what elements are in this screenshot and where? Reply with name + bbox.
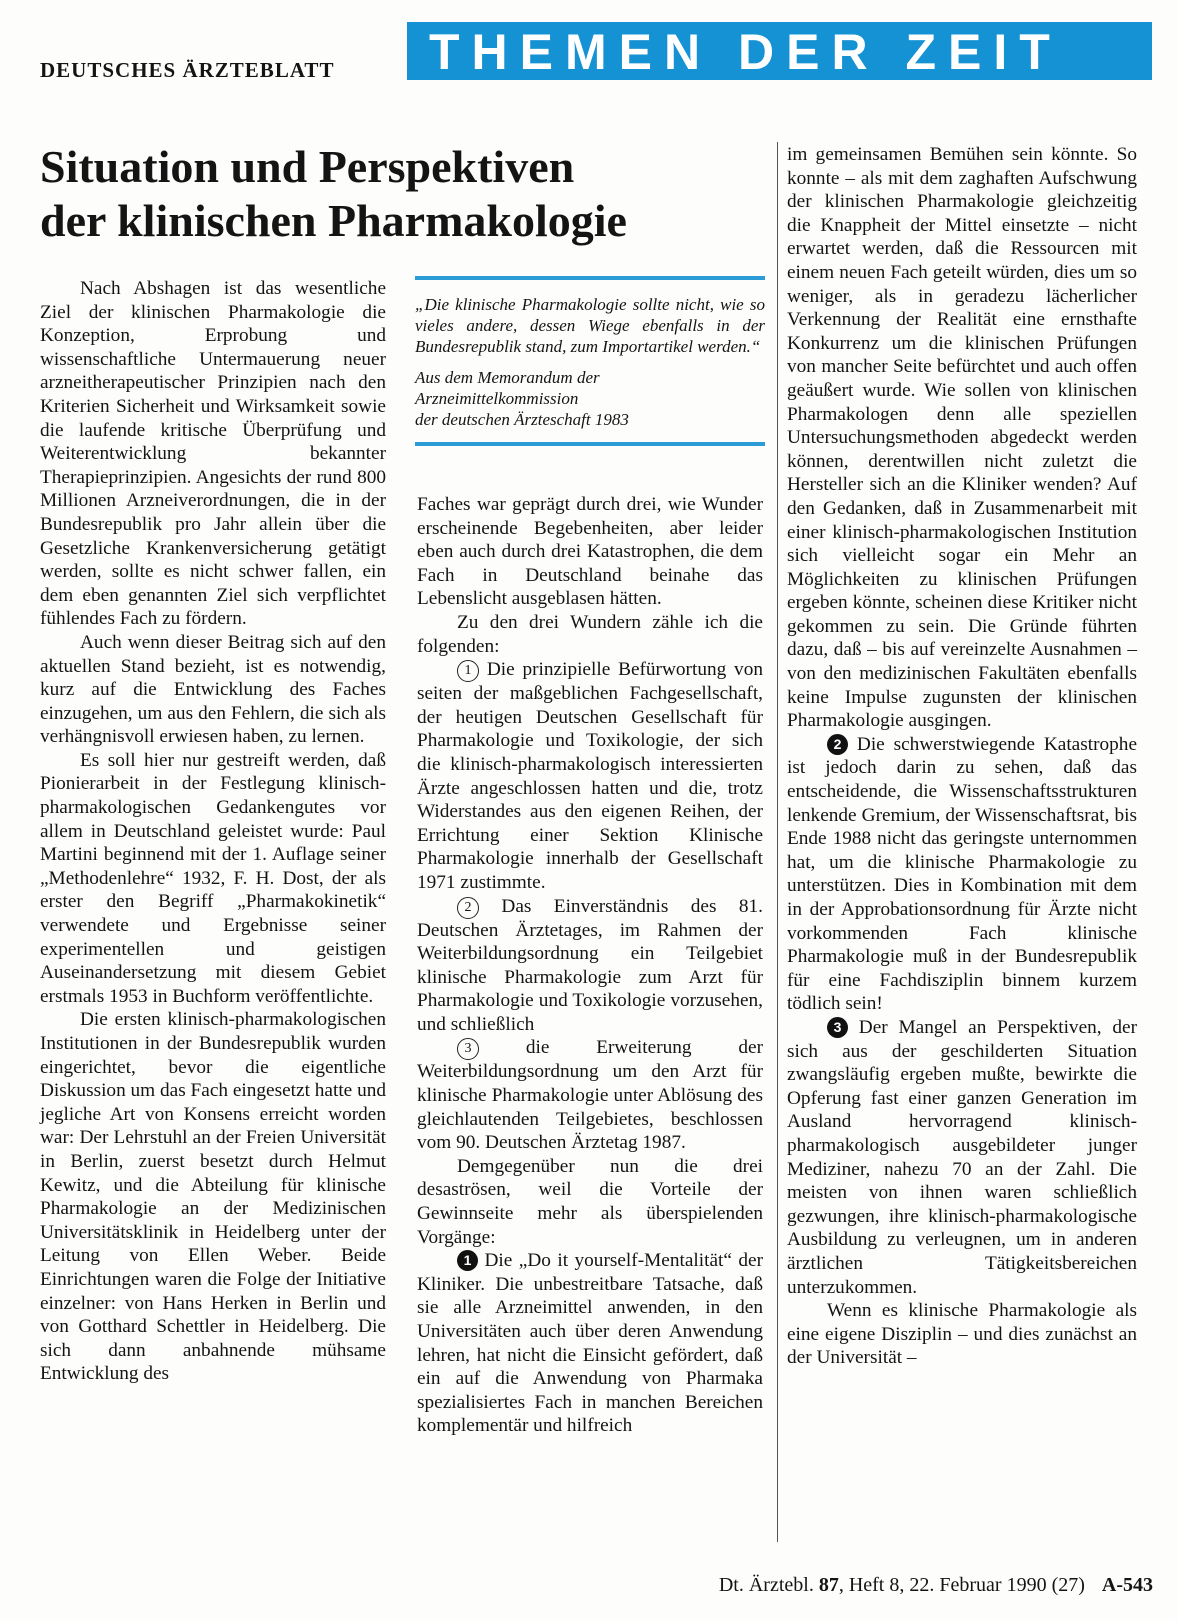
circled-number-icon: 2 [457,897,479,919]
list-item [417,1036,763,1154]
page-number: A-543 [1101,1574,1153,1596]
paragraph: Demgegenüber nun die drei desaströsen, weil die Vorteile der Gewinnseite mehr als überspielenden Vorgänge: [417,1155,763,1248]
paragraph: Zu den drei Wundern zähle ich die folgenden: [417,611,763,657]
circled-number-icon: 1 [457,660,479,682]
list-item [417,1249,763,1438]
journal-name: DEUTSCHES ÄRZTEBLATT [40,58,335,82]
source-line: Arzneimittelkommission [415,389,579,408]
list-item [417,895,763,1037]
article-title [40,140,765,248]
title-line-1: Situation und Perspektiven [40,141,575,192]
pull-quote [415,276,765,446]
list-item-text: Die „Do it yourself-Mentalität“ der Kliniker. Die unbestreitbare Tatsache, daß sie alle Arzneimittel anwenden, in den Universitäten auch über deren Anwendung lehren, hat nicht die Einsicht gefördert, daß ein auf die Anwendung von Pharmaka spezialisiertes Fach in manchen Bereichen komplementär und hilfreich [417,1250,763,1437]
footer-journal: Dt. Ärztebl. [718,1574,814,1596]
filled-number-icon: 2 [827,734,848,755]
paragraph: im gemeinsamen Bemühen sein könnte. So konnte – als mit dem zaghaften Aufschwung der klinischen Pharmakologie gleichzeitig die Knappheit der Mittel einsetzte – nicht erwartet werden, daß die Ressourcen mit einem neuen Fach geteilt würden, dies um so weniger, als in geradezu lächerlicher Verkennung der Realität eine ernsthafte Konkurrenz um die klinischen Prüfungen von mancher Seite befürchtet und auch offen geäußert wurde. Wie sollen von klinischen Pharmakologen denn alle speziellen Untersuchungsmethoden abgedeckt werden können, derentwillen nicht zuletzt die Hersteller sich an die Kliniker wenden? Auf den Gedanken, daß in Zusammenarbeit mit einer klinisch-pharmakologischen Institution sich vielleicht sogar ein Mehr an Möglichkeiten zu klinischen Prüfungen ergeben könnte, scheinen diese Kritiker nicht gekommen zu sein. Die Gründe führten dazu, daß – bis auf vereinzelte Ausnahmen – von den medizinischen Fakultäten ebenfalls keine Impulse zugunsten der klinischen Pharmakologie ausgingen. [787,144,1137,732]
pull-quote-source [415,367,765,430]
title-line-2: der klinischen Pharmakologie [40,195,627,246]
list-item [417,658,763,894]
source-line: Aus dem Memorandum der [415,368,600,387]
column-divider [777,142,778,1542]
column-3 [787,143,1137,1370]
list-item-text: Die schwerstwiegende Katastrophe ist jedoch darin zu sehen, daß das entscheidende, die Wissenschaftsstrukturen lenkende Gremium, der Wissenschaftsrat, bis Ende 1988 nicht das geringste unternommen hat, um die klinische Pharmakologie zu unterstützen. Dies in Kombination mit dem in der Approbationsordnung für Ärzte nicht vorkommenden Fach klinische Pharmakologie muß in der Bundesrepublik für eine Fachdisziplin binnem kurzem tödlich sein! [787,733,1137,1015]
paragraph: Es soll hier nur gestreift werden, daß Pionierarbeit in der Festlegung klinisch-pharmakologischen Gedankengutes vor allem in Deutschland geleistet wurde: Paul Martini beginnend mit der 1. Auflage seiner „Methodenlehre“ 1932, F. H. Dost, der als erster den Begriff „Pharmakokinetik“ verwendete und Ergebnisse seiner experimentellen und geistigen Auseinandersetzung mit diesem Gebiet erstmals 1953 in Buchform veröffentlichte. [40,749,386,1007]
section-title: THEMEN DER ZEIT [429,24,1062,80]
paragraph: Auch wenn dieser Beitrag sich auf den aktuellen Stand bezieht, ist es notwendig, kurz auf die Entwicklung des Faches einzugehen, um aus den Fehlern, die sich als verhängnisvoll erwiesen haben, zu lernen. [40,631,386,748]
source-line: der deutschen Ärzteschaft 1983 [415,410,629,429]
section-banner [407,22,1152,80]
list-item-text: Das Einverständnis des 81. Deutschen Ärztetages, im Rahmen der Weiterbildungsordnung ein Teilgebiet klinische Pharmakologie zum Arzt für Pharmakologie und Toxikologie vorzusehen, und schließlich [417,895,763,1035]
filled-number-icon: 3 [827,1017,848,1038]
paragraph: Die ersten klinisch-pharmakologischen Institutionen in der Bundesrepublik wurden eingerichtet, bevor die eigentliche Diskussion um das Fach eingesetzt hatte und jegliche Art von Konsens erreicht worden war: Der Lehrstuhl an der Freien Universität in Berlin, zuerst besetzt durch Helmut Kewitz, und die Abteilung für klinische Pharmakologie an der Medizinischen Universitätsklinik in Heidelberg unter der Leitung von Ellen Weber. Beide Einrichtungen waren die Folge der Initiative einzelner: von Hans Herken in Berlin und von Gotthard Schettler in Heidelberg. Die sich dann anbahnende mühsame Entwicklung des [40,1009,386,1385]
column-1 [40,277,386,1386]
list-item-text: Der Mangel an Perspektiven, der sich aus der geschilderten Situation zwangsläufig ergeben mußte, bewirkte die Opferung fast einer ganzen Generation im Ausland hervorragend klinisch-pharmakologisch ausgebildeter junger Mediziner, nahezu 70 an der Zahl. Die meisten von ihnen waren schließlich gezwungen, ihre klinisch-pharmakologische Ausbildung zu verleugnen, um in anderen ärztlichen Tätigkeitsbereichen unterzukommen. [787,1016,1137,1298]
page-footer [719,1574,1153,1597]
pull-quote-text: „Die klinische Pharmakologie sollte nicht, wie so vieles andere, dessen Wiege ebenfalls in der Bundesrepublik stand, zum Importartikel werden.“ [415,295,765,356]
column-2 [417,493,763,1438]
filled-number-icon: 1 [457,1250,478,1271]
paragraph: Nach Abshagen ist das wesentliche Ziel der klinischen Pharmakologie die Konzeption, Erprobung und wissenschaftliche Untermauerung neuer arzneitherapeutischer Prinzipien nach den Kriterien Sicherheit und Wirksamkeit sowie die laufende kritische Überprüfung und Weiterentwicklung bekannter Therapieprinzipien. Angesichts der rund 800 Millionen Arzneiverordnungen, die in der Bundesrepublik pro Jahr allein über die Gesetzliche Krankenversicherung getätigt werden, sollte es nicht schwer fallen, ein dem eben genannten Ziel sich verpflichtet fühlendes Fach zu fördern. [40,278,386,630]
list-item [787,733,1137,1016]
paragraph: Faches war geprägt durch drei, wie Wunder erscheinende Begebenheiten, aber leider eben auch durch drei Katastrophen, die dem Fach in Deutschland beinahe das Lebenslicht ausgeblasen hätten. [417,494,763,610]
footer-volume: 87 [818,1574,839,1596]
footer-issue: , Heft 8, 22. Februar 1990 (27) [838,1574,1085,1596]
circled-number-icon: 3 [457,1038,479,1060]
list-item [787,1016,1137,1299]
list-item-text: die Erweiterung der Weiterbildungsordnung um den Arzt für klinische Pharmakologie unter Ablösung des gleichlautenden Teilgebietes, beschlossen vom 90. Deutschen Ärztetag 1987. [417,1037,763,1154]
paragraph: Wenn es klinische Pharmakologie als eine eigene Disziplin – und dies zunächst an der Universität – [787,1300,1137,1369]
list-item-text: Die prinzipielle Befürwortung von seiten der maßgeblichen Fachgesellschaft, der heutigen Deutschen Gesellschaft für Pharmakologie und Toxikologie, der sich die klinisch-pharmakologisch interessierten Ärzte angeschlossen hatten und die, trotz Widerstandes aus den eigenen Reihen, der Errichtung einer Sektion Klinische Pharmakologie innerhalb der Gesellschaft 1971 zustimmte. [417,659,763,893]
